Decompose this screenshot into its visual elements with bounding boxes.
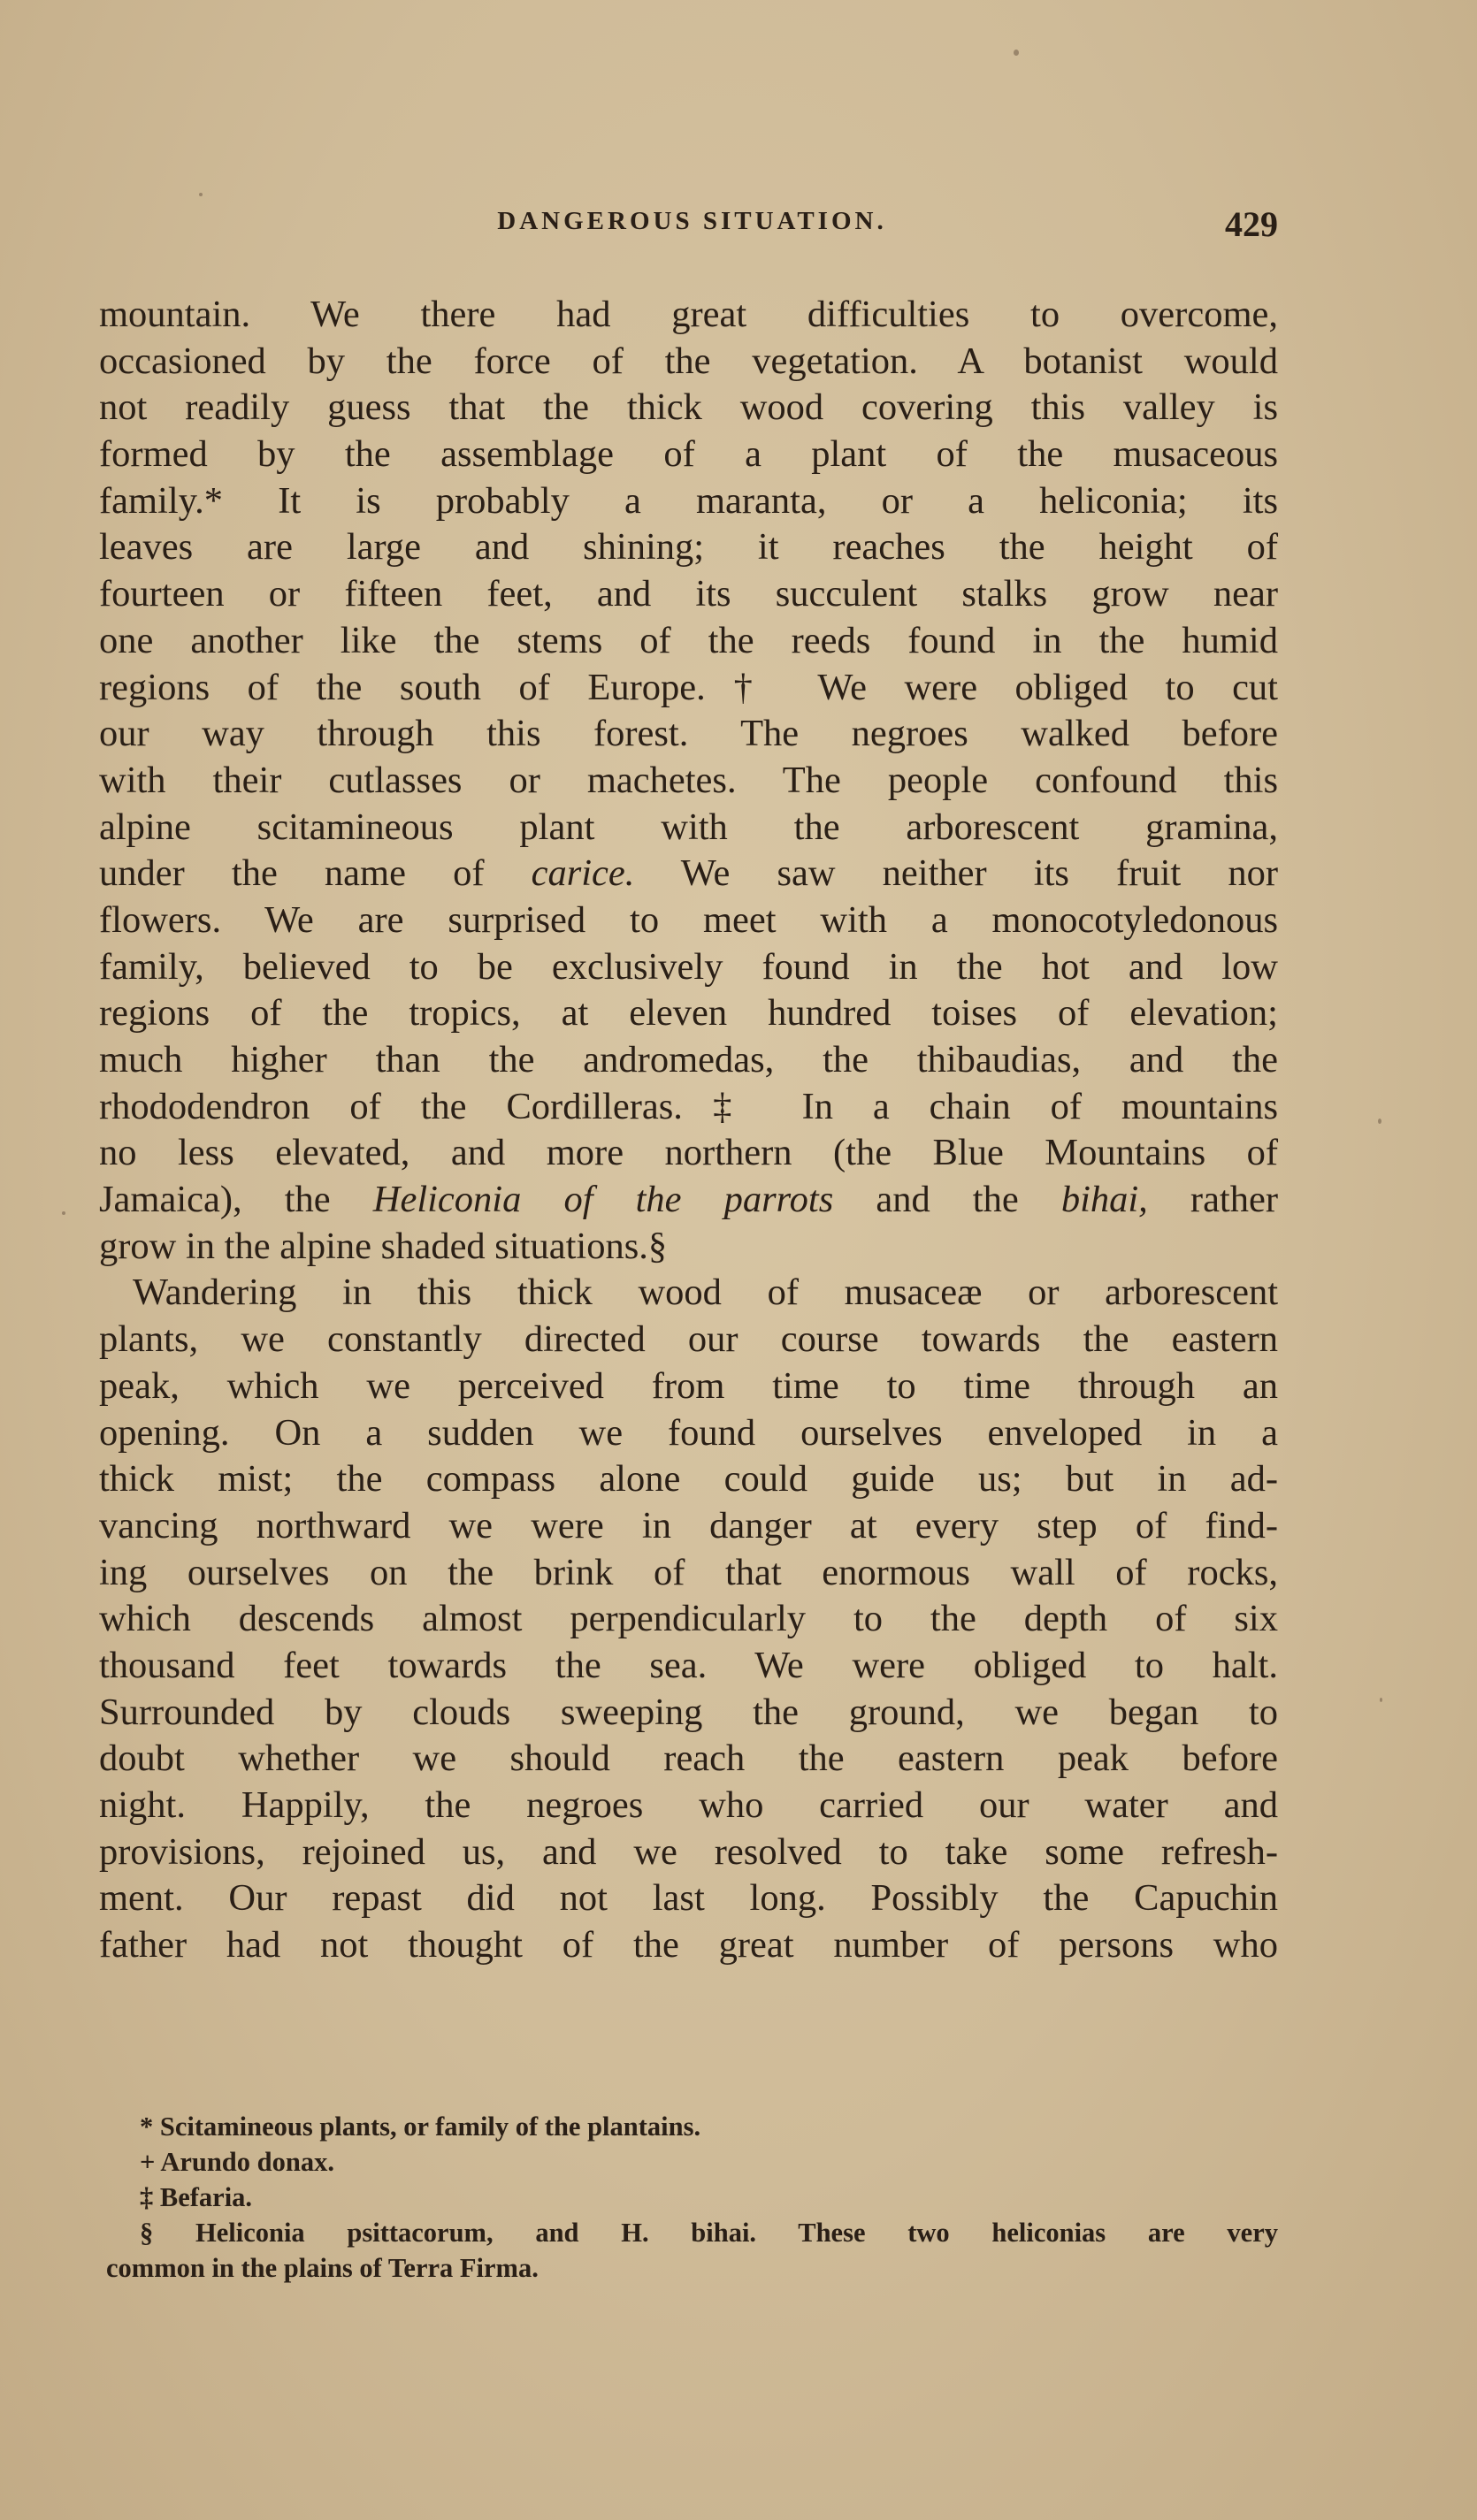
text-line: ing ourselves on the brink of that enormous wall of rocks,: [99, 1551, 1278, 1593]
text-line: much higher than the andromedas, the thibaudias, and the: [99, 1039, 1278, 1081]
footnote-4-line-1: § Heliconia psittacorum, and H. bihai. These two heliconias are very: [140, 2218, 1278, 2248]
footnote-3: ‡ Befaria.: [140, 2182, 253, 2212]
italic-term-bihai: bihai,: [1060, 1179, 1148, 1221]
running-head: DANGEROUS SITUATION.: [497, 207, 887, 235]
paper-speck: [199, 193, 203, 196]
text-line: family.* It is probably a maranta, or a heliconia; its: [99, 479, 1278, 522]
text-line: thousand feet towards the sea. We were obliged to halt.: [99, 1644, 1278, 1686]
text-line: fourteen or fifteen feet, and its succulent stalks grow near: [99, 573, 1278, 615]
text-segment: under the name of: [99, 852, 532, 895]
text-line: regions of the south of Europe.† We were obliged to cut: [99, 666, 1278, 708]
text-segment: rather: [1147, 1179, 1279, 1221]
text-line-mixed: [99, 1177, 1278, 1224]
text-line-mixed: [99, 851, 1278, 897]
text-line: grow in the alpine shaded situations.§: [99, 1225, 668, 1267]
text-line: thick mist; the compass alone could guide us; but in ad-: [99, 1458, 1278, 1501]
text-line: peak, which we perceived from time to time through an: [99, 1364, 1278, 1407]
text-line: alpine scitamineous plant with the arborescent gramina,: [99, 806, 1278, 848]
text-line: Wandering in this thick wood of musaceæ or arborescent: [133, 1271, 1278, 1314]
footnote-4-line-2: common in the plains of Terra Firma.: [106, 2253, 539, 2283]
italic-term-heliconia: Heliconia of the parrots: [372, 1179, 834, 1221]
text-segment: Jamaica), the: [99, 1179, 373, 1221]
text-line: vancing northward we were in danger at every step of find-: [99, 1504, 1278, 1546]
text-segment: We saw neither its fruit nor: [634, 852, 1278, 895]
text-line: our way through this forest. The negroes walked before: [99, 713, 1278, 755]
footnotes: [106, 2109, 1278, 2286]
text-line: opening. On a sudden we found ourselves enveloped in a: [99, 1411, 1278, 1454]
text-line: one another like the stems of the reeds found in the humid: [99, 619, 1278, 661]
body-text: [99, 292, 1278, 1969]
text-line: leaves are large and shining; it reaches the height of: [99, 526, 1278, 569]
text-line: doubt whether we should reach the eastern peak before: [99, 1737, 1278, 1780]
text-line: occasioned by the force of the vegetation. A botanist would: [99, 340, 1278, 382]
italic-term-carice: carice.: [531, 852, 635, 895]
text-line: family, believed to be exclusively found in the hot and low: [99, 945, 1278, 988]
paper-speck: [1378, 1119, 1381, 1124]
page-number: 429: [1225, 204, 1278, 244]
paper-speck: [1380, 1698, 1382, 1702]
text-line: night. Happily, the negroes who carried our water and: [99, 1784, 1278, 1826]
text-line: rhododendron of the Cordilleras.‡ In a chain of mountains: [99, 1085, 1278, 1127]
text-line: with their cutlasses or machetes. The people confound this: [99, 759, 1278, 801]
paper-speck: [62, 1211, 65, 1215]
text-line: mountain. We there had great difficulties to overcome,: [99, 294, 1278, 335]
text-line: which descends almost perpendicularly to the depth of six: [99, 1598, 1278, 1640]
text-line: no less elevated, and more northern (the Blue Mountains of: [99, 1132, 1278, 1174]
footnote-2: + Arundo donax.: [140, 2147, 334, 2177]
text-line: formed by the assemblage of a plant of the musaceous: [99, 433, 1278, 476]
page-header: [106, 203, 1278, 256]
text-line: flowers. We are surprised to meet with a monocotyledonous: [99, 898, 1278, 941]
text-line: regions of the tropics, at eleven hundred toises of elevation;: [99, 992, 1278, 1035]
text-line: ment. Our repast did not last long. Possibly the Capuchin: [99, 1877, 1278, 1920]
text-line: not readily guess that the thick wood covering this valley is: [99, 386, 1278, 429]
text-line: provisions, rejoined us, and we resolved to take some refresh-: [99, 1830, 1278, 1873]
text-line: father had not thought of the great number of persons who: [99, 1924, 1278, 1966]
text-segment: and the: [833, 1179, 1061, 1221]
text-line: Surrounded by clouds sweeping the ground, we began to: [99, 1691, 1278, 1733]
paper-speck: [1014, 50, 1019, 56]
footnote-1: * Scitamineous plants, or family of the plantains.: [140, 2111, 701, 2142]
text-line: plants, we constantly directed our course towards the eastern: [99, 1318, 1278, 1361]
